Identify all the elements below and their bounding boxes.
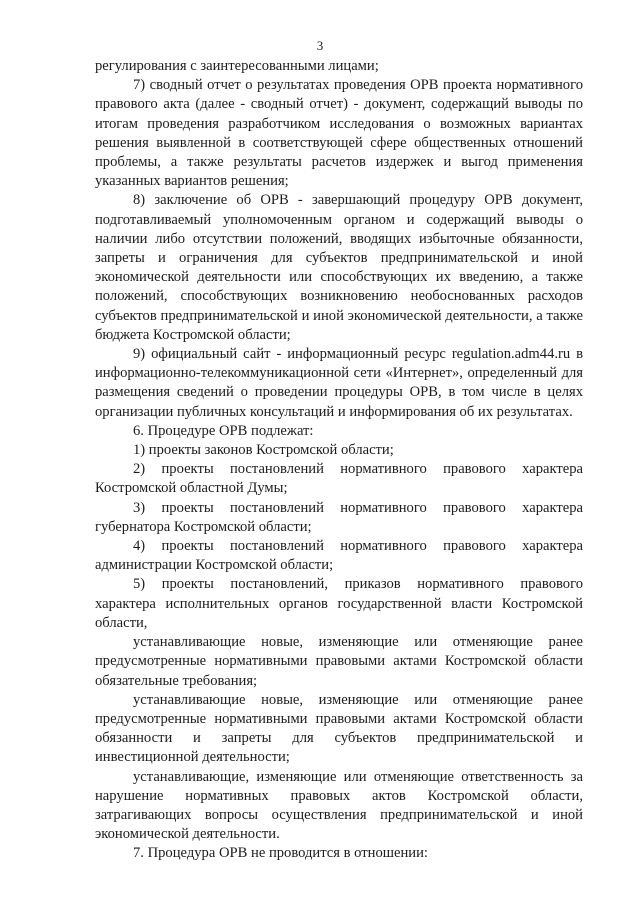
paragraph-item-7-summary-report: 7) сводный отчет о результатах проведения ОРВ проекта нормативного правового акта (далее - сводный отчет) - документ, содержащий выводы по итогам проведения разработчиком исследования о возможных вариантах решения выявленной в соответствующей сфере общественных отношений проблемы, а также результаты расчетов издержек и выгод применения указанных вариантов решения;: [95, 77, 583, 190]
list-item-1: 1) проекты законов Костромской области;: [133, 442, 394, 459]
list-item-5: 5) проекты постановлений, приказов нормативного правового характера исполнительных органов государственной власти Костромской области,: [95, 576, 583, 631]
section-6-heading: 6. Процедуре ОРВ подлежат:: [133, 422, 314, 439]
paragraph-item-9-official-site: 9) официальный сайт - информационный ресурс regulation.adm44.ru в информационно-телекоммуникационной сети «Интернет», определенный для размещения сведений о проведении процедуры ОРВ, в том числе в целях организации публичных консультаций и информирования об их результатах.: [95, 346, 583, 420]
sub-clause-obligations: устанавливающие новые, изменяющие или отменяющие ранее предусмотренные нормативными правовыми актами Костромской области обязанности и запреты для субъектов предпринимательской и инвестиционной деятельности;: [95, 691, 583, 766]
sub-clause-requirements: устанавливающие новые, изменяющие или отменяющие ранее предусмотренные нормативными правовыми актами Костромской области обязательные требования;: [95, 634, 583, 689]
document-body: [95, 57, 583, 864]
paragraph-item-8-orv-conclusion: 8) заключение об ОРВ - завершающий процедуру ОРВ документ, подготавливаемый уполномоченным органом и содержащий выводы о наличии либо отсутствии положений, вводящих избыточные обязанности, запреты и ограничения для субъектов предпринимательской и иной экономической деятельности или способствующих их введению, а также положений, способствующих возникновению необоснованных расходов субъектов предпринимательской и иной экономической деятельности, а также бюджета Костромской области;: [95, 192, 583, 343]
list-item-3: 3) проекты постановлений нормативного правового характера губернатора Костромской области;: [95, 499, 583, 535]
paragraph-continuation: регулирования с заинтересованными лицами;: [95, 58, 379, 74]
list-item-4: 4) проекты постановлений нормативного правового характера администрации Костромской области;: [95, 538, 583, 574]
list-item-2: 2) проекты постановлений нормативного правового характера Костромской областной Думы;: [95, 461, 583, 497]
sub-clause-liability: устанавливающие, изменяющие или отменяющие ответственность за нарушение нормативных правовых актов Костромской области, затрагивающих вопросы осуществления предпринимательской и иной экономической деятельности.: [95, 768, 583, 843]
page-number: 3: [316, 38, 324, 53]
section-7-heading: 7. Процедура ОРВ не проводится в отношении:: [133, 845, 428, 862]
